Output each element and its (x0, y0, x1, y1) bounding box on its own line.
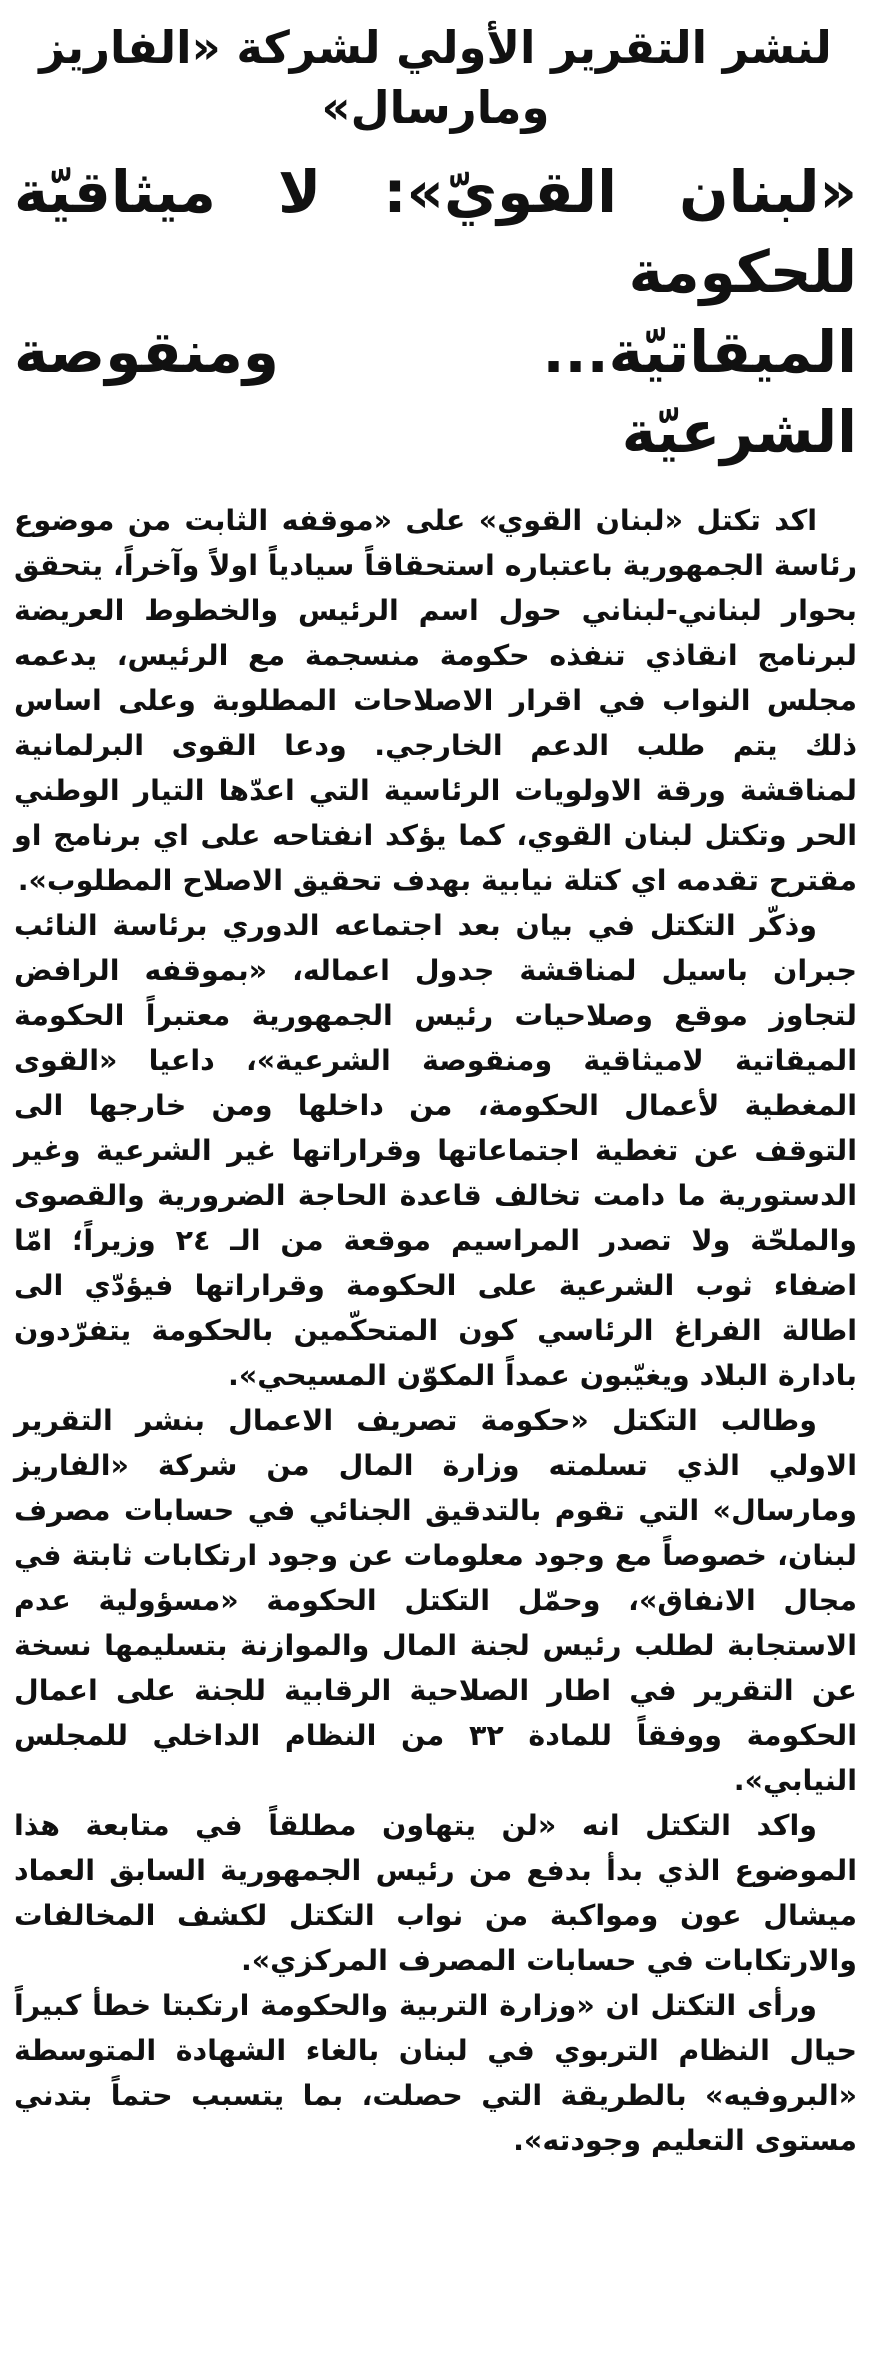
news-article (14, 18, 857, 2163)
body-paragraph-3: وطالب التكتل «حكومة تصريف الاعمال بنشر التقرير الاولي الذي تسلمته وزارة المال من شركة «الفاريز ومارسال» التي تقوم بالتدقيق الجنائي في حسابات مصرف لبنان، خصوصاً مع وجود معلومات عن وجود ارتكابات ثابتة في مجال الانفاق»، وحمّل التكتل الحكومة «مسؤولية عدم الاستجابة لطلب رئيس لجنة المال والموازنة بتسليمها نسخة عن التقرير في اطار الصلاحية الرقابية للجنة على اعمال الحكومة ووفقاً للمادة ٣٢ من النظام الداخلي للمجلس النيابي». (14, 1404, 857, 1797)
article-kicker: لنشر التقرير الأولي لشركة «الفاريز ومارسال» (39, 21, 832, 134)
body-paragraph-2: وذكّر التكتل في بيان بعد اجتماعه الدوري برئاسة النائب جبران باسيل لمناقشة جدول اعماله، «بموقفه الرافض لتجاوز موقع وصلاحيات رئيس الجمهورية معتبراً الحكومة الميقاتية لاميثاقية ومنقوصة الشرعية»، داعيا «القوى المغطية لأعمال الحكومة، من داخلها ومن خارجها الى التوقف عن تغطية اجتماعاتها وقراراتها غير الشرعية وغير الدستورية ما دامت تخالف قاعدة الحاجة الضرورية والقصوى والملحّة ولا تصدر المراسيم موقعة من الـ ٢٤ وزيراً؛ امّا اضفاء ثوب الشرعية على الحكومة وقراراتها فيؤدّي الى اطالة الفراغ الرئاسي كون المتحكّمين بالحكومة يتفرّدون بادارة البلاد ويغيّبون عمداً المكوّن المسيحي». (14, 909, 857, 1392)
body-paragraph-4: واكد التكتل انه «لن يتهاون مطلقاً في متابعة هذا الموضوع الذي بدأ بدفع من رئيس الجمهورية السابق العماد ميشال عون ومواكبة من نواب التكتل لكشف المخالفات والارتكابات في حسابات المصرف المركزي». (14, 1809, 857, 1977)
body-paragraph-5: ورأى التكتل ان «وزارة التربية والحكومة ارتكبتا خطأ كبيراً حيال النظام التربوي في لبنان بالغاء الشهادة المتوسطة «البروفيه» بالطريقة التي حصلت، بما يتسبب حتماً بتدني مستوى التعليم وجودته». (14, 1989, 857, 2157)
body-paragraph-1: اكد تكتل «لبنان القوي» على «موقفه الثابت من موضوع رئاسة الجمهورية باعتباره استحقاقاً سيادياً اولاً وآخراً، يتحقق بحوار لبناني-لبناني حول اسم الرئيس والخطوط العريضة لبرنامج انقاذي تنفذه حكومة منسجمة مع الرئيس، يدعمه مجلس النواب في اقرار الاصلاحات المطلوبة وعلى اساس ذلك يتم طلب الدعم الخارجي. ودعا القوى البرلمانية لمناقشة ورقة الاولويات الرئاسية التي اعدّها التيار الوطني الحر وتكتل لبنان القوي، كما يؤكد انفتاحه على اي برنامج او مقترح تقدمه اي كتلة نيابية بهدف تحقيق الاصلاح المطلوب». (14, 504, 857, 897)
article-body (14, 498, 857, 2163)
article-headline (14, 152, 857, 472)
headline-line-2: الميقاتيّة... ومنقوصة الشرعيّة (14, 318, 857, 466)
headline-line-1: «لبنان القويّ»: لا ميثاقيّة للحكومة (14, 158, 857, 306)
